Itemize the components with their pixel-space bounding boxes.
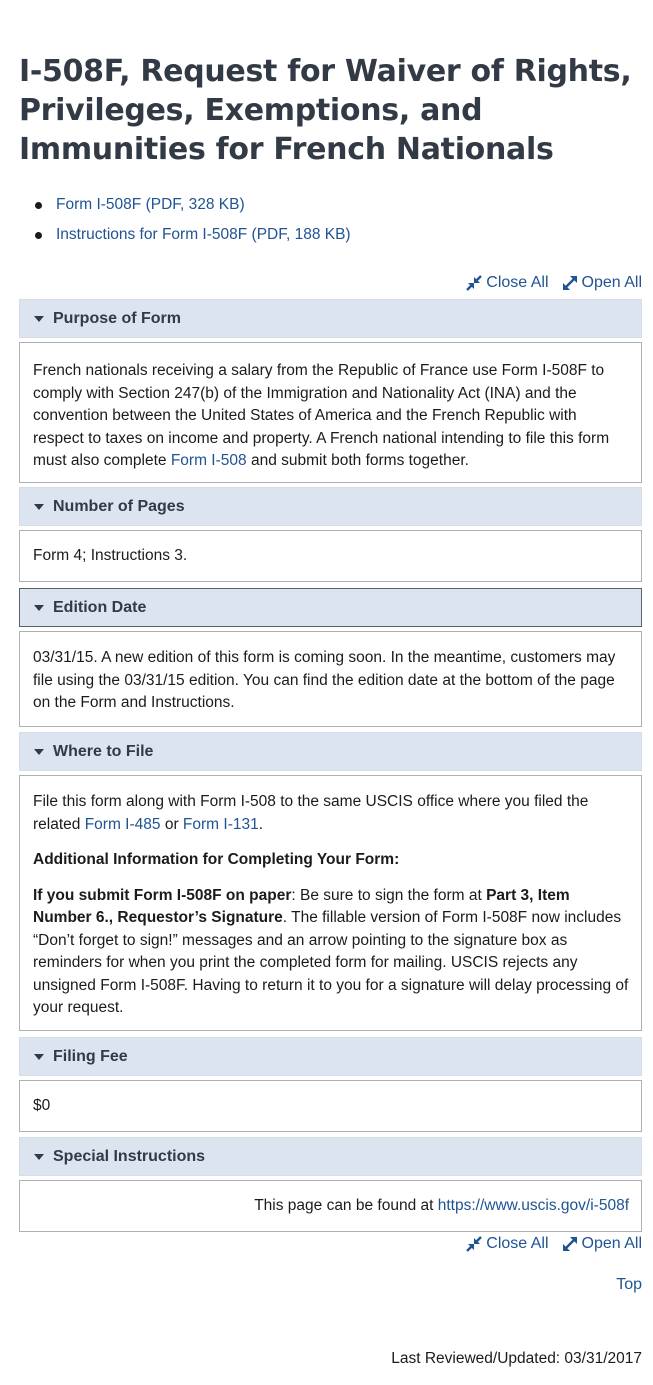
special-text-label: This page can be found at bbox=[254, 1197, 438, 1214]
caret-down-icon bbox=[34, 316, 44, 322]
document-list bbox=[19, 193, 351, 253]
instructions-pdf-link[interactable]: Instructions for Form I-508F (PDF, 188 KB) bbox=[56, 226, 351, 243]
accordion-body-edition bbox=[19, 631, 642, 727]
where-text-mid: or bbox=[160, 815, 183, 833]
accordion-fee bbox=[19, 1037, 642, 1132]
accordion-body-pages bbox=[19, 530, 642, 582]
collapse-icon bbox=[465, 1235, 483, 1253]
form-i508-link[interactable]: Form I-508 bbox=[170, 452, 247, 469]
page-url-link[interactable]: https://www.uscis.gov/i-508f bbox=[437, 1197, 629, 1214]
accordion-toggles-top bbox=[465, 272, 642, 294]
where-text bbox=[33, 791, 629, 836]
accordion-title: Where to File bbox=[53, 742, 154, 760]
accordion-body-purpose bbox=[19, 342, 642, 483]
accordion-header-purpose[interactable] bbox=[19, 299, 642, 338]
accordion-where bbox=[19, 732, 642, 1031]
paper-filing-mid: : Be sure to sign the form at bbox=[291, 886, 487, 904]
accordion-header-where[interactable] bbox=[19, 732, 642, 771]
accordion-header-special[interactable] bbox=[19, 1137, 642, 1176]
close-all-button[interactable] bbox=[465, 1233, 548, 1255]
additional-info-heading bbox=[33, 849, 629, 872]
form-i485-link[interactable]: Form I-485 bbox=[84, 815, 161, 833]
additional-info-heading-text: Additional Information for Completing Your Form: bbox=[33, 851, 400, 868]
accordion-purpose bbox=[19, 299, 642, 483]
accordion-special bbox=[19, 1137, 642, 1232]
edition-text: 03/31/15. A new edition of this form is coming soon. In the meantime, customers may file using the 03/31/15 edition. You can find the edition date at the bottom of the page on the Form and Instructions. bbox=[33, 649, 616, 711]
open-all-button[interactable] bbox=[561, 1233, 642, 1255]
accordion-pages bbox=[19, 487, 642, 582]
page-title: I-508F, Request for Waiver of Rights, Privileges, Exemptions, and Immunities for French Nationals bbox=[19, 54, 632, 167]
list-item bbox=[19, 223, 351, 253]
close-all-label: Close All bbox=[486, 1235, 549, 1252]
special-text bbox=[33, 1195, 629, 1218]
back-to-top-link[interactable]: Top bbox=[616, 1276, 642, 1293]
accordion-edition bbox=[19, 588, 642, 727]
open-all-label: Open All bbox=[581, 274, 642, 291]
caret-down-icon bbox=[34, 1154, 44, 1160]
open-all-button[interactable] bbox=[561, 272, 642, 294]
where-text-start: File this form along with Form I-508 to the same USCIS office where you filed the related bbox=[33, 793, 589, 833]
collapse-icon bbox=[465, 274, 483, 292]
accordion-body-special bbox=[19, 1180, 642, 1232]
accordion-title: Number of Pages bbox=[53, 497, 185, 515]
paper-filing-text bbox=[33, 885, 629, 1020]
caret-down-icon bbox=[34, 504, 44, 510]
fee-text: $0 bbox=[33, 1097, 51, 1114]
accordion-header-edition[interactable] bbox=[19, 588, 642, 627]
purpose-text-end: and submit both forms together. bbox=[246, 452, 469, 469]
close-all-label: Close All bbox=[486, 274, 549, 291]
caret-down-icon bbox=[34, 605, 44, 611]
accordion-title: Special Instructions bbox=[53, 1147, 206, 1165]
caret-down-icon bbox=[34, 1054, 44, 1060]
close-all-button[interactable] bbox=[465, 272, 548, 294]
where-text-end: . bbox=[258, 815, 264, 833]
accordion-toggles-bottom bbox=[465, 1233, 642, 1255]
purpose-text-start: French nationals receiving a salary from the Republic of France use Form I-508F to comply with Section 247(b) of the Immigration and Nationality Act (INA) and the convention between the United States of America and the French Republic with respect to taxes on income and property. A French national intending to file this form must also complete bbox=[33, 362, 610, 469]
accordion-header-pages[interactable] bbox=[19, 487, 642, 526]
accordion-body-fee bbox=[19, 1080, 642, 1132]
expand-icon bbox=[561, 1235, 579, 1253]
accordion-title: Edition Date bbox=[53, 598, 147, 616]
pages-text: Form 4; Instructions 3. bbox=[33, 547, 188, 564]
form-pdf-link[interactable]: Form I-508F (PDF, 328 KB) bbox=[56, 196, 245, 213]
accordion-title: Purpose of Form bbox=[53, 309, 182, 327]
caret-down-icon bbox=[34, 749, 44, 755]
expand-icon bbox=[561, 274, 579, 292]
paper-filing-bold: If you submit Form I-508F on paper bbox=[33, 886, 292, 904]
paper-filing-end: . The fillable version of Form I-508F now includes “Don’t forget to sign!” messages and an arrow pointing to the signature box as reminders for when you print the completed form for mailing. USCIS rejects any unsigned Form I-508F. Having to return it to you for a signature will delay processing of your request. bbox=[33, 909, 629, 1016]
purpose-text bbox=[33, 360, 629, 473]
open-all-label: Open All bbox=[581, 1235, 642, 1252]
list-item bbox=[19, 193, 351, 223]
accordion-body-where bbox=[19, 775, 642, 1031]
accordion-title: Filing Fee bbox=[53, 1047, 128, 1065]
accordion-header-fee[interactable] bbox=[19, 1037, 642, 1076]
signature-item-bold: Part 3, Item Number 6., Requestor’s Signature bbox=[33, 886, 570, 926]
last-reviewed-date: Last Reviewed/Updated: 03/31/2017 bbox=[391, 1350, 642, 1367]
form-i131-link[interactable]: Form I-131 bbox=[182, 815, 259, 833]
